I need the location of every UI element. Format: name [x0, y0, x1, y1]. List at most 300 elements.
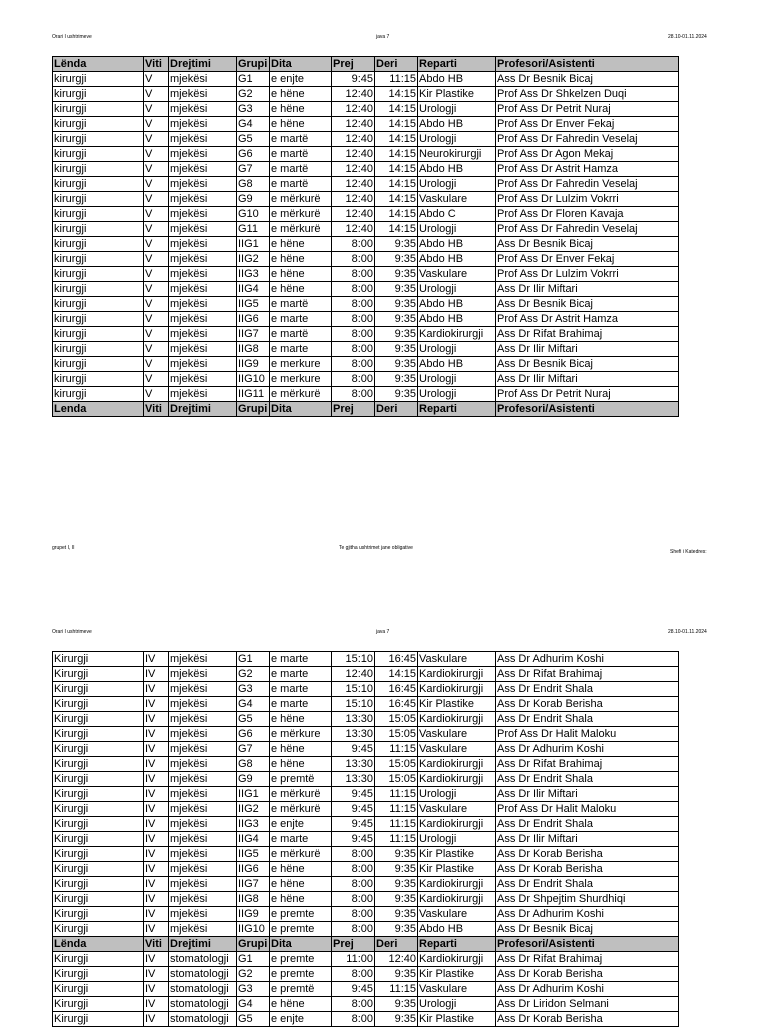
cell-to: 9:35: [375, 907, 418, 922]
table-row: [53, 712, 679, 727]
cell-day: e merkure: [270, 357, 332, 372]
cell-subject: kirurgji: [53, 327, 144, 342]
cell-to: 11:15: [375, 742, 418, 757]
cell-subject: Kirurgji: [53, 982, 144, 997]
cell-year: V: [144, 387, 169, 402]
table-row: [53, 342, 679, 357]
cell-program: mjekësi: [169, 162, 237, 177]
cell-year: IV: [144, 922, 169, 937]
cell-instructor: Ass Dr Endrit Shala: [496, 772, 679, 787]
cell-day: e martë: [270, 327, 332, 342]
cell-department: Neurokirurgji: [418, 147, 496, 162]
cell-program: mjekësi: [169, 357, 237, 372]
page1-header-center: java 7: [376, 34, 390, 40]
column-header-department: Reparti: [418, 402, 496, 417]
cell-to: 9:35: [375, 312, 418, 327]
table-row: [53, 967, 679, 982]
cell-program: mjekësi: [169, 252, 237, 267]
cell-department: Vaskulare: [418, 742, 496, 757]
cell-to: 11:15: [375, 787, 418, 802]
cell-instructor: Ass Dr Rifat Brahimaj: [496, 952, 679, 967]
cell-to: 15:05: [375, 757, 418, 772]
cell-program: mjekësi: [169, 177, 237, 192]
cell-instructor: Ass Dr Adhurim Koshi: [496, 907, 679, 922]
cell-group: IIG6: [237, 312, 270, 327]
cell-from: 9:45: [332, 802, 375, 817]
cell-program: mjekësi: [169, 282, 237, 297]
cell-from: 12:40: [332, 117, 375, 132]
cell-day: e marte: [270, 697, 332, 712]
cell-department: Urologji: [418, 997, 496, 1012]
cell-instructor: Ass Dr Adhurim Koshi: [496, 982, 679, 997]
cell-department: Vaskulare: [418, 652, 496, 667]
table-row: [53, 652, 679, 667]
cell-year: IV: [144, 847, 169, 862]
table-row: [53, 877, 679, 892]
table-row: [53, 772, 679, 787]
cell-department: Kir Plastike: [418, 1012, 496, 1027]
cell-to: 9:35: [375, 967, 418, 982]
cell-program: mjekësi: [169, 312, 237, 327]
table-row: [53, 162, 679, 177]
cell-program: mjekësi: [169, 117, 237, 132]
cell-to: 14:15: [375, 192, 418, 207]
cell-subject: Kirurgji: [53, 952, 144, 967]
cell-program: mjekësi: [169, 742, 237, 757]
cell-day: e mërkure: [270, 727, 332, 742]
cell-day: e enjte: [270, 72, 332, 87]
table-header-row: [53, 57, 679, 72]
table-row: [53, 267, 679, 282]
cell-program: mjekësi: [169, 297, 237, 312]
cell-day: e hëne: [270, 712, 332, 727]
cell-year: IV: [144, 982, 169, 997]
table-row: [53, 952, 679, 967]
cell-year: V: [144, 357, 169, 372]
cell-to: 14:15: [375, 147, 418, 162]
cell-group: G6: [237, 727, 270, 742]
cell-program: mjekësi: [169, 922, 237, 937]
cell-subject: kirurgji: [53, 297, 144, 312]
cell-program: mjekësi: [169, 192, 237, 207]
cell-subject: Kirurgji: [53, 727, 144, 742]
cell-department: Abdo HB: [418, 922, 496, 937]
cell-instructor: Prof Ass Dr Fahredin Veselaj: [496, 177, 679, 192]
cell-program: mjekësi: [169, 697, 237, 712]
cell-subject: kirurgji: [53, 387, 144, 402]
cell-from: 12:40: [332, 192, 375, 207]
cell-from: 8:00: [332, 372, 375, 387]
cell-group: IIG1: [237, 787, 270, 802]
table-row: [53, 132, 679, 147]
cell-from: 8:00: [332, 357, 375, 372]
cell-department: Vaskulare: [418, 982, 496, 997]
cell-instructor: Ass Dr Endrit Shala: [496, 682, 679, 697]
cell-instructor: Prof Ass Dr Petrit Nuraj: [496, 102, 679, 117]
cell-to: 14:15: [375, 162, 418, 177]
cell-day: e marte: [270, 652, 332, 667]
cell-year: V: [144, 372, 169, 387]
cell-group: IIG5: [237, 847, 270, 862]
cell-department: Urologji: [418, 222, 496, 237]
cell-subject: Kirurgji: [53, 997, 144, 1012]
cell-day: e enjte: [270, 817, 332, 832]
cell-group: G9: [237, 192, 270, 207]
cell-subject: Kirurgji: [53, 712, 144, 727]
cell-program: mjekësi: [169, 327, 237, 342]
cell-to: 16:45: [375, 697, 418, 712]
cell-instructor: Ass Dr Endrit Shala: [496, 712, 679, 727]
cell-department: Kardiokirurgji: [418, 892, 496, 907]
cell-subject: kirurgji: [53, 357, 144, 372]
cell-program: mjekësi: [169, 772, 237, 787]
page1-header-left: Orari I ushtrimeve: [52, 34, 92, 40]
cell-year: V: [144, 312, 169, 327]
cell-program: mjekësi: [169, 802, 237, 817]
page1-footer-right: Shefi i Katedres:: [670, 549, 707, 555]
cell-group: IIG9: [237, 357, 270, 372]
cell-instructor: Ass Dr Adhurim Koshi: [496, 652, 679, 667]
cell-instructor: Ass Dr Korab Berisha: [496, 1012, 679, 1027]
cell-subject: kirurgji: [53, 132, 144, 147]
column-header-to: Deri: [375, 937, 418, 952]
cell-subject: Kirurgji: [53, 1012, 144, 1027]
cell-to: 14:15: [375, 87, 418, 102]
cell-to: 11:15: [375, 832, 418, 847]
table-row: [53, 72, 679, 87]
cell-day: e mërkurë: [270, 207, 332, 222]
cell-day: e martë: [270, 162, 332, 177]
table-row: [53, 147, 679, 162]
cell-group: G2: [237, 87, 270, 102]
cell-program: mjekësi: [169, 132, 237, 147]
cell-department: Vaskulare: [418, 727, 496, 742]
cell-day: e enjte: [270, 1012, 332, 1027]
cell-to: 16:45: [375, 682, 418, 697]
cell-group: G3: [237, 682, 270, 697]
cell-instructor: Prof Ass Dr Shkelzen Duqi: [496, 87, 679, 102]
cell-department: Kardiokirurgji: [418, 682, 496, 697]
column-header-program: Drejtimi: [169, 937, 237, 952]
table-row: [53, 982, 679, 997]
cell-year: IV: [144, 892, 169, 907]
cell-subject: kirurgji: [53, 192, 144, 207]
cell-day: e hëne: [270, 102, 332, 117]
cell-to: 14:15: [375, 177, 418, 192]
cell-from: 13:30: [332, 757, 375, 772]
cell-instructor: Ass Dr Endrit Shala: [496, 817, 679, 832]
cell-instructor: Prof Ass Dr Lulzim Vokrri: [496, 192, 679, 207]
cell-group: IIG8: [237, 342, 270, 357]
cell-department: Urologji: [418, 832, 496, 847]
cell-group: IIG3: [237, 817, 270, 832]
cell-group: G5: [237, 132, 270, 147]
cell-day: e mërkurë: [270, 847, 332, 862]
cell-department: Abdo HB: [418, 312, 496, 327]
cell-from: 12:40: [332, 147, 375, 162]
column-header-program: Drejtimi: [169, 57, 237, 72]
cell-group: IIG9: [237, 907, 270, 922]
cell-year: IV: [144, 817, 169, 832]
cell-from: 12:40: [332, 177, 375, 192]
cell-year: V: [144, 222, 169, 237]
cell-year: V: [144, 132, 169, 147]
cell-from: 12:40: [332, 87, 375, 102]
cell-department: Abdo HB: [418, 72, 496, 87]
cell-subject: kirurgji: [53, 147, 144, 162]
table-row: [53, 892, 679, 907]
table-row: [53, 847, 679, 862]
cell-from: 11:00: [332, 952, 375, 967]
cell-from: 12:40: [332, 132, 375, 147]
cell-to: 14:15: [375, 117, 418, 132]
cell-department: Abdo HB: [418, 357, 496, 372]
cell-year: IV: [144, 652, 169, 667]
cell-program: stomatologji: [169, 967, 237, 982]
table-row: [53, 862, 679, 877]
cell-day: e premtë: [270, 772, 332, 787]
cell-day: e martë: [270, 177, 332, 192]
column-header-to: Deri: [375, 402, 418, 417]
cell-to: 11:15: [375, 72, 418, 87]
cell-subject: kirurgji: [53, 312, 144, 327]
cell-year: IV: [144, 877, 169, 892]
cell-subject: kirurgji: [53, 177, 144, 192]
table-row: [53, 207, 679, 222]
cell-program: mjekësi: [169, 387, 237, 402]
cell-group: IIG10: [237, 372, 270, 387]
cell-subject: Kirurgji: [53, 667, 144, 682]
cell-year: IV: [144, 952, 169, 967]
cell-department: Vaskulare: [418, 267, 496, 282]
cell-program: mjekësi: [169, 372, 237, 387]
cell-year: V: [144, 87, 169, 102]
cell-group: IIG5: [237, 297, 270, 312]
cell-program: mjekësi: [169, 787, 237, 802]
cell-to: 9:35: [375, 252, 418, 267]
cell-department: Abdo HB: [418, 252, 496, 267]
page1-footer-left: grupet I, II: [52, 545, 75, 551]
cell-to: 9:35: [375, 342, 418, 357]
cell-from: 12:40: [332, 102, 375, 117]
cell-from: 12:40: [332, 162, 375, 177]
cell-to: 9:35: [375, 877, 418, 892]
cell-program: mjekësi: [169, 757, 237, 772]
cell-instructor: Ass Dr Endrit Shala: [496, 877, 679, 892]
cell-instructor: Ass Dr Ilir Miftari: [496, 342, 679, 357]
column-header-department: Reparti: [418, 57, 496, 72]
table-row: [53, 357, 679, 372]
cell-program: mjekësi: [169, 342, 237, 357]
cell-subject: kirurgji: [53, 207, 144, 222]
cell-program: mjekësi: [169, 832, 237, 847]
cell-day: e premte: [270, 922, 332, 937]
cell-day: e mërkurë: [270, 802, 332, 817]
cell-day: e hëne: [270, 282, 332, 297]
cell-group: G7: [237, 742, 270, 757]
cell-department: Urologji: [418, 102, 496, 117]
cell-year: V: [144, 102, 169, 117]
cell-subject: Kirurgji: [53, 682, 144, 697]
cell-department: Kardiokirurgji: [418, 712, 496, 727]
cell-year: IV: [144, 697, 169, 712]
cell-year: IV: [144, 682, 169, 697]
cell-instructor: Prof Ass Dr Fahredin Veselaj: [496, 222, 679, 237]
cell-subject: Kirurgji: [53, 697, 144, 712]
column-header-subject: Lenda: [53, 402, 144, 417]
column-header-day: Dita: [270, 402, 332, 417]
cell-department: Vaskulare: [418, 192, 496, 207]
table-row: [53, 102, 679, 117]
cell-program: mjekësi: [169, 892, 237, 907]
cell-subject: kirurgji: [53, 252, 144, 267]
cell-instructor: Ass Dr Shpejtim Shurdhiqi: [496, 892, 679, 907]
cell-instructor: Ass Dr Ilir Miftari: [496, 832, 679, 847]
table-row: [53, 742, 679, 757]
cell-from: 12:40: [332, 222, 375, 237]
cell-program: mjekësi: [169, 877, 237, 892]
cell-day: e marte: [270, 342, 332, 357]
cell-subject: Kirurgji: [53, 907, 144, 922]
column-header-program: Drejtimi: [169, 402, 237, 417]
cell-subject: Kirurgji: [53, 802, 144, 817]
cell-from: 9:45: [332, 832, 375, 847]
cell-year: V: [144, 237, 169, 252]
cell-year: IV: [144, 727, 169, 742]
cell-instructor: Prof Ass Dr Fahredin Veselaj: [496, 132, 679, 147]
cell-subject: kirurgji: [53, 342, 144, 357]
table-row: [53, 922, 679, 937]
cell-from: 8:00: [332, 312, 375, 327]
column-header-to: Deri: [375, 57, 418, 72]
cell-department: Kir Plastike: [418, 697, 496, 712]
cell-day: e hëne: [270, 87, 332, 102]
cell-day: e hëne: [270, 237, 332, 252]
cell-day: e premte: [270, 907, 332, 922]
cell-department: Kardiokirurgji: [418, 817, 496, 832]
cell-subject: Kirurgji: [53, 892, 144, 907]
cell-from: 9:45: [332, 817, 375, 832]
cell-day: e mërkurë: [270, 192, 332, 207]
cell-department: Kir Plastike: [418, 862, 496, 877]
cell-to: 16:45: [375, 652, 418, 667]
cell-program: mjekësi: [169, 847, 237, 862]
cell-group: G10: [237, 207, 270, 222]
cell-year: V: [144, 117, 169, 132]
cell-year: V: [144, 147, 169, 162]
cell-instructor: Prof Ass Dr Petrit Nuraj: [496, 387, 679, 402]
column-header-from: Prej: [332, 937, 375, 952]
cell-instructor: Prof Ass Dr Astrit Hamza: [496, 312, 679, 327]
cell-department: Urologji: [418, 132, 496, 147]
cell-group: G2: [237, 667, 270, 682]
cell-department: Vaskulare: [418, 907, 496, 922]
cell-group: IIG1: [237, 237, 270, 252]
table-row: [53, 282, 679, 297]
cell-to: 9:35: [375, 237, 418, 252]
cell-instructor: Prof Ass Dr Lulzim Vokrri: [496, 267, 679, 282]
cell-instructor: Ass Dr Besnik Bicaj: [496, 297, 679, 312]
cell-year: IV: [144, 967, 169, 982]
cell-year: IV: [144, 787, 169, 802]
cell-day: e premtë: [270, 982, 332, 997]
cell-group: G1: [237, 952, 270, 967]
cell-from: 8:00: [332, 892, 375, 907]
cell-to: 9:35: [375, 357, 418, 372]
cell-program: stomatologji: [169, 1012, 237, 1027]
cell-instructor: Ass Dr Liridon Selmani: [496, 997, 679, 1012]
table-row: [53, 997, 679, 1012]
cell-department: Abdo HB: [418, 237, 496, 252]
cell-group: G8: [237, 757, 270, 772]
cell-from: 8:00: [332, 252, 375, 267]
cell-day: e hëne: [270, 892, 332, 907]
cell-from: 9:45: [332, 982, 375, 997]
cell-year: IV: [144, 742, 169, 757]
cell-day: e marte: [270, 832, 332, 847]
cell-from: 12:40: [332, 207, 375, 222]
cell-from: 9:45: [332, 742, 375, 757]
cell-group: G4: [237, 697, 270, 712]
cell-program: mjekësi: [169, 862, 237, 877]
cell-instructor: Ass Dr Besnik Bicaj: [496, 237, 679, 252]
cell-group: IIG6: [237, 862, 270, 877]
cell-program: stomatologji: [169, 982, 237, 997]
cell-from: 13:30: [332, 727, 375, 742]
cell-group: IIG7: [237, 327, 270, 342]
cell-to: 9:35: [375, 892, 418, 907]
cell-subject: kirurgji: [53, 222, 144, 237]
cell-department: Urologji: [418, 372, 496, 387]
cell-day: e merkure: [270, 372, 332, 387]
cell-subject: Kirurgji: [53, 877, 144, 892]
cell-year: V: [144, 252, 169, 267]
cell-group: IIG4: [237, 282, 270, 297]
cell-from: 12:40: [332, 667, 375, 682]
cell-subject: kirurgji: [53, 102, 144, 117]
cell-from: 8:00: [332, 327, 375, 342]
cell-year: IV: [144, 832, 169, 847]
cell-to: 14:15: [375, 207, 418, 222]
cell-day: e hëne: [270, 117, 332, 132]
cell-program: mjekësi: [169, 652, 237, 667]
cell-subject: Kirurgji: [53, 742, 144, 757]
cell-to: 9:35: [375, 372, 418, 387]
cell-department: Kardiokirurgji: [418, 952, 496, 967]
cell-group: IIG11: [237, 387, 270, 402]
cell-to: 9:35: [375, 997, 418, 1012]
table-row: [53, 192, 679, 207]
cell-group: IIG10: [237, 922, 270, 937]
cell-program: mjekësi: [169, 207, 237, 222]
cell-from: 8:00: [332, 297, 375, 312]
cell-program: mjekësi: [169, 712, 237, 727]
cell-to: 14:15: [375, 222, 418, 237]
cell-day: e hëne: [270, 252, 332, 267]
cell-department: Urologji: [418, 177, 496, 192]
cell-from: 13:30: [332, 712, 375, 727]
table-row: [53, 117, 679, 132]
cell-from: 15:10: [332, 652, 375, 667]
cell-subject: Kirurgji: [53, 817, 144, 832]
cell-from: 8:00: [332, 342, 375, 357]
cell-program: mjekësi: [169, 222, 237, 237]
column-header-instructor: Profesori/Asistenti: [496, 402, 679, 417]
cell-program: mjekësi: [169, 907, 237, 922]
cell-day: e mërkurë: [270, 387, 332, 402]
schedule-table-year-v: [52, 56, 679, 417]
cell-day: e marte: [270, 312, 332, 327]
